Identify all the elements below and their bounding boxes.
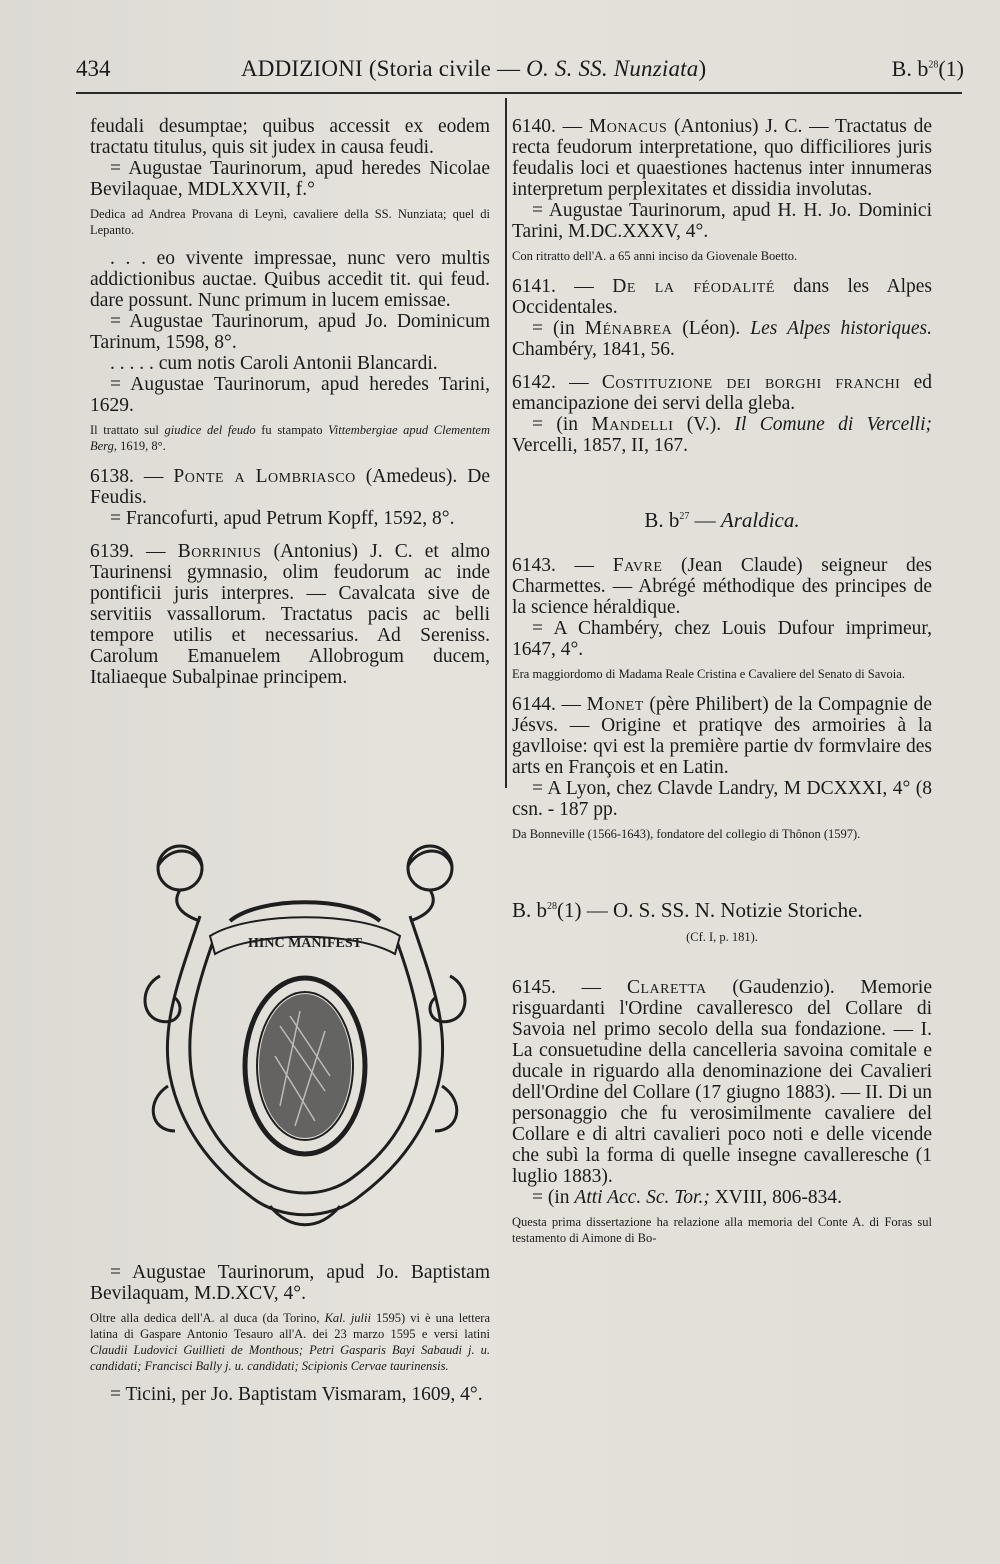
entry-6145: 6145. — Claretta (Gaudenzio). Memorie risguardanti l'Ordine cavalleresco del Collare di Savoia nel primo secolo della sua fondazione. — I. La consuetudine della cancelleria savoina comitale e ducale in riguardo alla denominazione dei Cavalieri dell'Ordine del Collare (17 giugno 1883). — II. Di un personaggio che fu verosimilmente cavaliere del Collare e di altri cavalieri poco noti e delle vicende che subì la forma di quelle insegne cavalleresche (1 luglio 1883). = (in Atti Acc. Sc. Tor.; XVIII, 806-834. Questa prima dissertazione ha relazione alla memoria del Conte A. di Foras sul testamento di Aimone di Bo- (512, 977, 932, 1245)
entry-author: Ponte a Lombriasco (173, 466, 356, 487)
entry-title: Costituzione dei borghi franchi (601, 372, 901, 393)
edition-text: . . . eo vivente impressae, nunc vero multis addictionibus auctae. Quibus accedit tit. qui feud. dare possunt. Nunc primum in lucem emissae. (90, 248, 490, 311)
header-signature: B. $b^{28}(1)$ (891, 56, 964, 81)
entry-6141: 6141. — De la féodalité dans les Alpes Occidentales. = (in Ménabrea (Léon). Les Alpes historiques. Chambéry, 1841, 56. (512, 276, 932, 360)
edition-text: . . . . . cum notis Caroli Antonii Blancardi. (110, 353, 438, 374)
imprint-line: = (in Ménabrea (Léon). Les Alpes historiques. Chambéry, 1841, 56. (512, 318, 932, 360)
entry-note: Il trattato sul giudice del feudo fu stampato Vittembergiae apud Clementem Berg, 1619, 8°. (90, 423, 491, 453)
entry-author: Favre (612, 555, 663, 576)
imprint-line: = Augustae Taurinorum, apud H. H. Jo. Dominici Tarini, M.DC.XXXV, 4°. (512, 200, 932, 242)
imprint-line: = A Lyon, chez Clavde Landry, M DCXXXI, 4° (8 csn. - 187 pp. (512, 778, 932, 820)
entry-6138: 6138. — Ponte a Lombriasco (Amedeus). De Feudis. = Francofurti, apud Petrum Kopff, 1592, 8°. (90, 466, 491, 529)
entry-author: Borrinius (177, 541, 262, 562)
entry-number: 6141. — (512, 276, 613, 297)
entry-6140: 6140. — Monacus (Antonius) J. C. — Tractatus de recta feudorum interpretatione, quo difficiliores juris feudalis loci et quaestiones hactenus inter innumeras interpretum perplexitates et dissidia involutas. = Augustae Taurinorum, apud H. H. Jo. Dominici Tarini, M.DC.XXXV, 4°. Con ritratto dell'A. a 65 anni inciso da Giovenale Boetto. (512, 116, 933, 263)
section-heading-notizie: B. $b^{28}(1)$ — O. S. SS. N. Notizie Storiche. (512, 898, 863, 922)
entry-author: Monacus (588, 116, 668, 137)
imprint-line: = (in Atti Acc. Sc. Tor.; XVIII, 806-834. (532, 1187, 842, 1208)
entry-number: 6144. — (512, 694, 587, 715)
imprint-line: = Augustae Taurinorum, apud heredes Nicolae Bevilaquae, MDLXXVII, f.° (90, 158, 490, 200)
entry-author: Claretta (626, 977, 707, 998)
entry-6139: 6139. — Borrinius (Antonius) J. C. et almo Taurinensi gymnasio, olim feudorum ac inde pontificii juris interpres. — Cavalcata sive de servitiis vassallorum. Tractatus pacis ac belli tempore utilis et necessarius. Ad Sereniss. Carolum Emanuelem Allobrogum ducem, Italiaeque Subalpinae principem. (90, 541, 490, 688)
running-header (76, 50, 964, 90)
entry-title: De la féodalité (612, 276, 775, 297)
imprint-line: = A Chambéry, chez Louis Dufour imprimeur, 1647, 4°. (512, 618, 932, 660)
header-title: ADDIZIONI (Storia civile — O. S. SS. Nunziata) (241, 56, 707, 81)
header-rule (76, 92, 962, 94)
imprint-line: = Francofurti, apud Petrum Kopff, 1592, 8°. (110, 508, 455, 529)
page-number: 434 (76, 56, 111, 81)
left-column (90, 116, 490, 688)
imprint-line: = Augustae Taurinorum, apud Jo. Baptistam Bevilaquam, M.D.XCV, 4°. (90, 1262, 490, 1304)
entry-note: Con ritratto dell'A. a 65 anni inciso da Giovenale Boetto. (512, 249, 798, 263)
entry-number: 6140. — (512, 116, 589, 137)
entry-author: Monet (586, 694, 644, 715)
section-heading-araldica: B. $b^{27}$ — Araldica. (644, 508, 800, 532)
cross-reference: (Cf. I, p. 181). (686, 930, 758, 944)
emblem-motto: HINC MANIFEST (248, 936, 362, 951)
entry-note: Questa prima dissertazione ha relazione alla memoria del Conte A. di Foras sul testamento di Aimone di Bo- (512, 1215, 932, 1245)
right-column (512, 116, 932, 1256)
entry-number: 6143. — (512, 555, 613, 576)
entry-number: 6142. — (512, 372, 602, 393)
column-divider (505, 98, 507, 788)
imprint-line: = Augustae Taurinorum, apud heredes Tarini, 1629. (90, 374, 490, 416)
entry-6142: 6142. — Costituzione dei borghi franchi ed emancipazione dei servi della gleba. = (in Mandelli (V.). Il Comune di Vercelli; Vercelli, 1857, II, 167. (512, 372, 932, 456)
imprint-line: = Ticini, per Jo. Baptistam Vismaram, 1609, 4°. (110, 1384, 483, 1405)
entry-number: 6138. — (90, 466, 174, 487)
left-column-bottom (90, 1262, 490, 1405)
entry-6143: 6143. — Favre (Jean Claude) seigneur des Charmettes. — Abrégé méthodique des principes de la science héraldique. = A Chambéry, chez Louis Dufour imprimeur, 1647, 4°. Era maggiordomo di Madama Reale Cristina e Cavaliere del Senato di Savoia. (512, 555, 932, 681)
entry-number: 6145. — (512, 977, 627, 998)
imprint-line: = (in Mandelli (V.). Il Comune di Vercelli; Vercelli, 1857, II, 167. (512, 414, 932, 456)
entry-note: Da Bonneville (1566-1643), fondatore del collegio di Thônon (1597). (512, 827, 861, 841)
entry-note: Oltre alla dedica dell'A. al duca (da Torino, Kal. julii 1595) vi è una lettera latina di Gaspare Antonio Tesauro all'A. dei 23 marzo 1595 e versi latini Claudii Ludovici Guillieti de Monthous; Petri Gasparis Bayi Sabaudi j. u. candidati; Francisci Bally j. u. candidati; Scipionis Cervae taurinensis. (90, 1311, 490, 1373)
entry-6144: 6144. — Monet (père Philibert) de la Compagnie de Jésvs. — Origine et pratiqve des armoiries à la gavlloise: qvi est la première partie dv formvlaire des arts en François et en Latin. = A Lyon, chez Clavde Landry, M DCXXXI, 4° (8 csn. - 187 pp. Da Bonneville (1566-1643), fondatore del collegio di Thônon (1597). (512, 694, 933, 841)
printers-mark-emblem (140, 826, 470, 1246)
entry-number: 6139. — (90, 541, 178, 562)
entry-continuation: feudali desumptae; quibus accessit ex eodem tractatu titulus, quis sit judex in causa feudi. (90, 116, 490, 158)
entry-note: Era maggiordomo di Madama Reale Cristina e Cavaliere del Senato di Savoia. (512, 667, 905, 681)
imprint-line: = Augustae Taurinorum, apud Jo. Dominicum Tarinum, 1598, 8°. (90, 311, 490, 353)
entry-note: Dedica ad Andrea Provana di Leynì, cavaliere della SS. Nunziata; quel di Lepanto. (90, 207, 490, 237)
